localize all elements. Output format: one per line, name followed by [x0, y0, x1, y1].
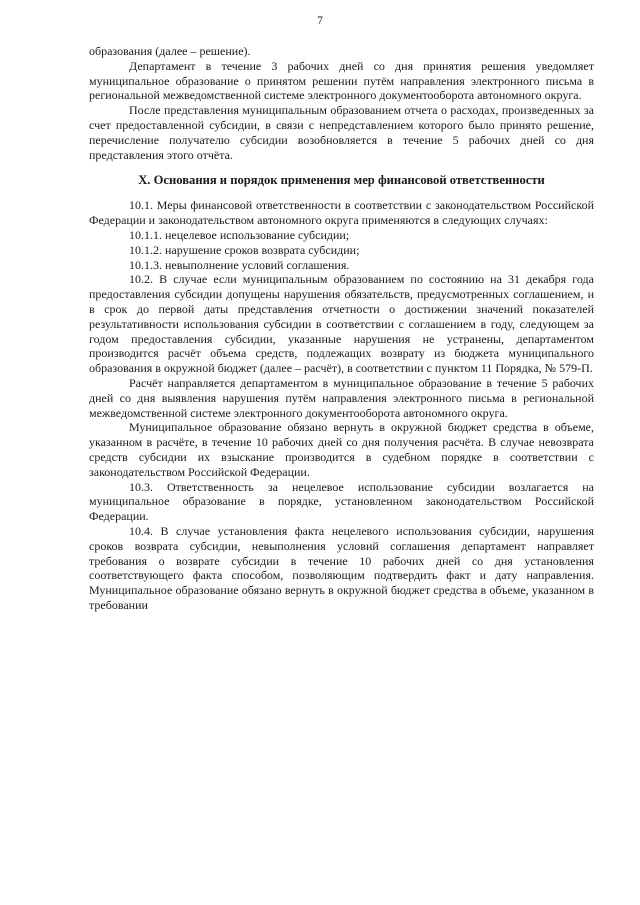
- paragraph: Департамент в течение 3 рабочих дней со дня принятия решения уведомляет муниципальное образование о принятом решении путём направления электронного письма в региональной межведомственной системе электронного документооборота автономного округа.: [89, 58, 594, 103]
- paragraph: 10.3. Ответственность за нецелевое использование субсидии возлагается на муниципальное образование в порядке, установленном законодательством Российской Федерации.: [89, 479, 594, 524]
- paragraph: После представления муниципальным образованием отчета о расходах, произведенных за счет предоставленной субсидии, в связи с непредставлением которого было принято решение, перечисление получателю субсидии возобновляется в течение 5 рабочих дней со дня представления этого отчёта.: [89, 103, 594, 162]
- paragraph: 10.4. В случае установления факта нецелевого использования субсидии, нарушения сроков возврата субсидии, невыполнения условий соглашения департамент направляет требования о возврате субсидии в течение 10 рабочих дней со дня установления соответствующего факта способом, позволяющим подтвердить факт и дату направления. Муниципальное образование обязано вернуть в окружной бюджет средства в объеме, указанном в требовании: [89, 523, 594, 612]
- paragraph: Расчёт направляется департаментом в муниципальное образование в течение 5 рабочих дней со дня выявления нарушения путём направления электронного письма в региональной межведомственной системе электронного документооборота автономного округа.: [89, 375, 594, 420]
- paragraph: 10.1.3. невыполнение условий соглашения.: [129, 257, 350, 272]
- paragraph: 10.1.2. нарушение сроков возврата субсидии;: [129, 242, 360, 257]
- page-number: 7: [317, 15, 323, 27]
- paragraph: Муниципальное образование обязано вернуть в окружной бюджет средства в объеме, указанном в расчёте, в течение 10 рабочих дней со дня получения расчёта. В случае невозврата средств субсидии их взыскание производится в судебном порядке в соответствии с законодательством Российской Федерации.: [89, 420, 594, 479]
- document-body: [89, 44, 594, 613]
- paragraph: 10.2. В случае если муниципальным образованием по состоянию на 31 декабря года предоставления субсидии допущены нарушения обязательств, предусмотренных соглашением, и в срок до первой даты представления отчетности о достижении значений показателей результативности использования субсидии в соответствии с соглашением в году, следующем за годом предоставления субсидии, указанные нарушения не устранены, департаментом производится расчёт объема средств, подлежащих возврату из бюджета муниципального образования в окружной бюджет (далее – расчёт), в соответствии с пунктом 11 Порядка, № 579-П.: [89, 272, 594, 376]
- paragraph: 10.1. Меры финансовой ответственности в соответствии с законодательством Российской Федерации и законодательством автономного округа применяются в следующих случаях:: [89, 198, 594, 228]
- paragraph: 10.1.1. нецелевое использование субсидии;: [129, 227, 350, 242]
- section-heading: X. Основания и порядок применения мер финансовой ответственности: [138, 173, 545, 188]
- paragraph: образования (далее – решение).: [89, 44, 251, 58]
